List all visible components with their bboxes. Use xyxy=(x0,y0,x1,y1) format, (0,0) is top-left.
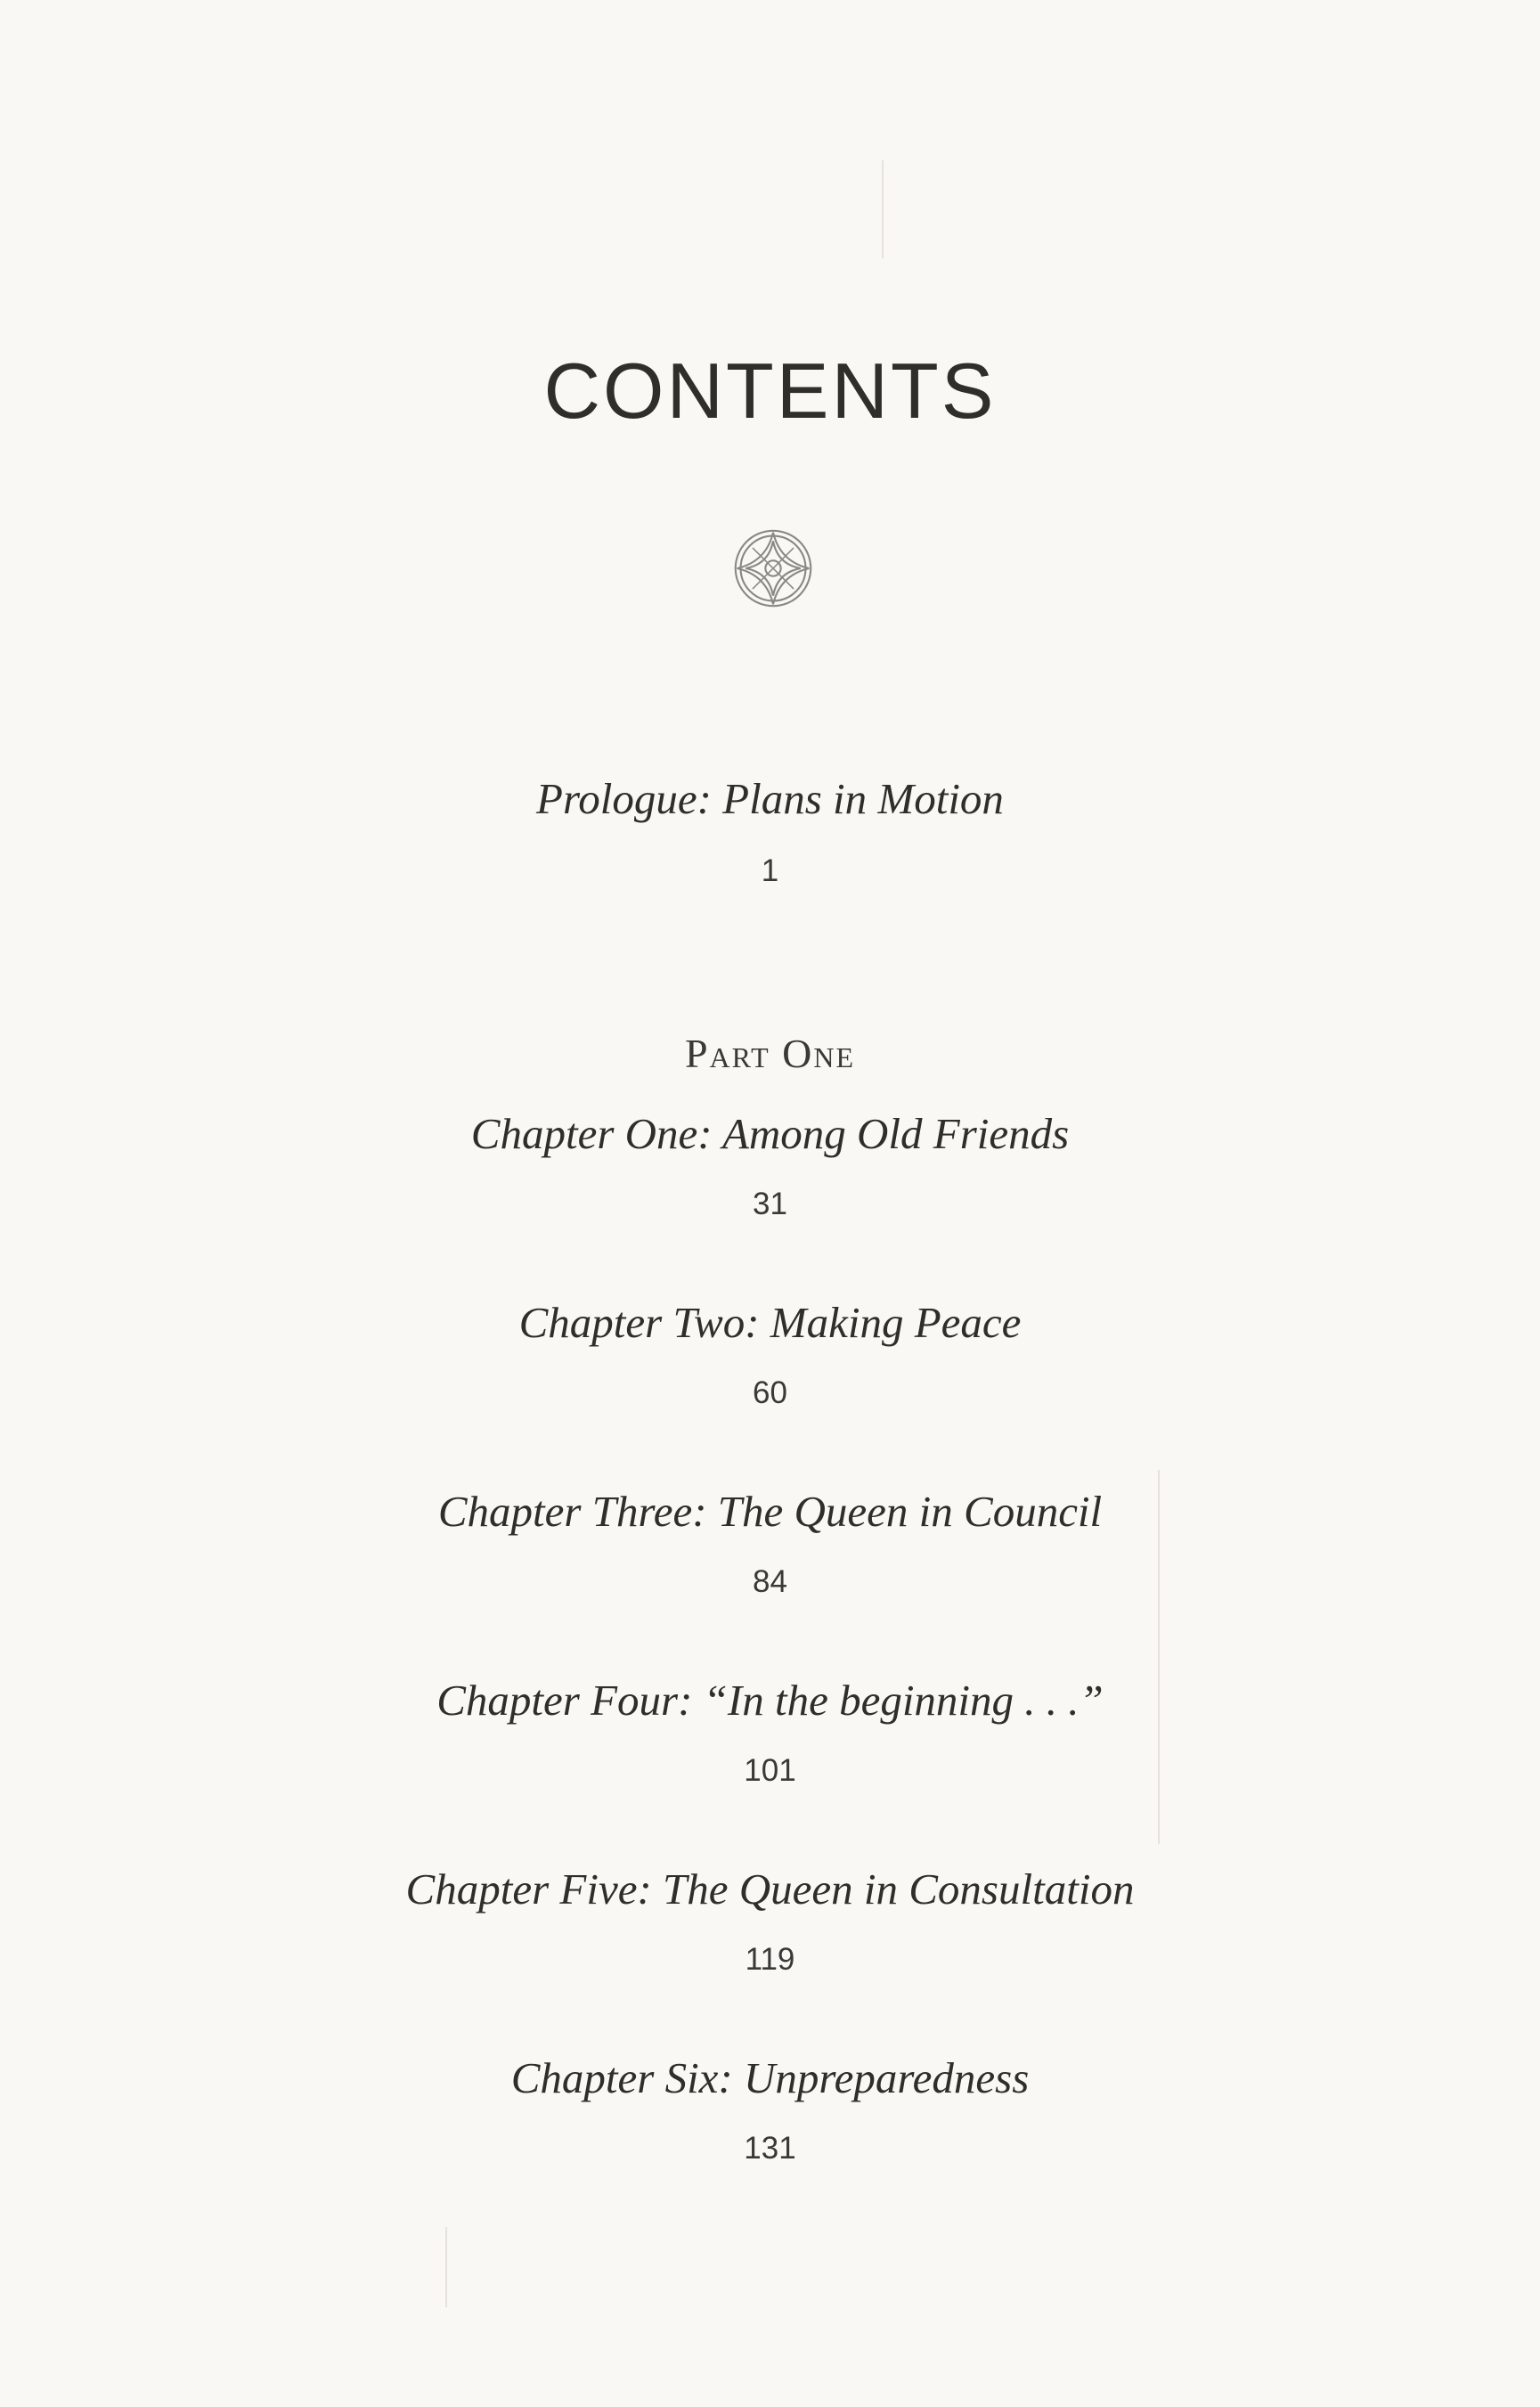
toc-entry-chapter-three-title[interactable]: Chapter Three: The Queen in Council xyxy=(437,1487,1103,1536)
part-heading: Part One xyxy=(684,1031,856,1076)
toc-entry-chapter-five-title[interactable]: Chapter Five: The Queen in Consultation xyxy=(405,1864,1135,1913)
toc-entry-chapter-six-page: 131 xyxy=(744,2131,796,2166)
paper-crease xyxy=(882,160,884,258)
toc-entry-chapter-two-page: 60 xyxy=(753,1375,787,1410)
paper-crease xyxy=(445,2227,447,2307)
toc-entry-prologue-title[interactable]: Prologue: Plans in Motion xyxy=(536,774,1004,823)
toc-entry-chapter-three-page: 84 xyxy=(753,1564,787,1599)
toc-entry-chapter-five-page: 119 xyxy=(745,1942,795,1977)
toc-entry-chapter-four-title[interactable]: Chapter Four: “In the beginning . . .” xyxy=(436,1676,1104,1725)
toc-entry-chapter-four-page: 101 xyxy=(744,1753,796,1788)
toc-entry-chapter-two-title[interactable]: Chapter Two: Making Peace xyxy=(518,1298,1022,1347)
toc-entry-chapter-one-page: 31 xyxy=(753,1187,787,1221)
page-title: CONTENTS xyxy=(543,347,997,435)
toc-entry-chapter-six-title[interactable]: Chapter Six: Unpreparedness xyxy=(510,2053,1030,2102)
celtic-knot-ornament-icon xyxy=(730,526,816,611)
toc-entry-chapter-one-title[interactable]: Chapter One: Among Old Friends xyxy=(470,1109,1070,1158)
toc-entry-prologue-page: 1 xyxy=(761,853,779,888)
